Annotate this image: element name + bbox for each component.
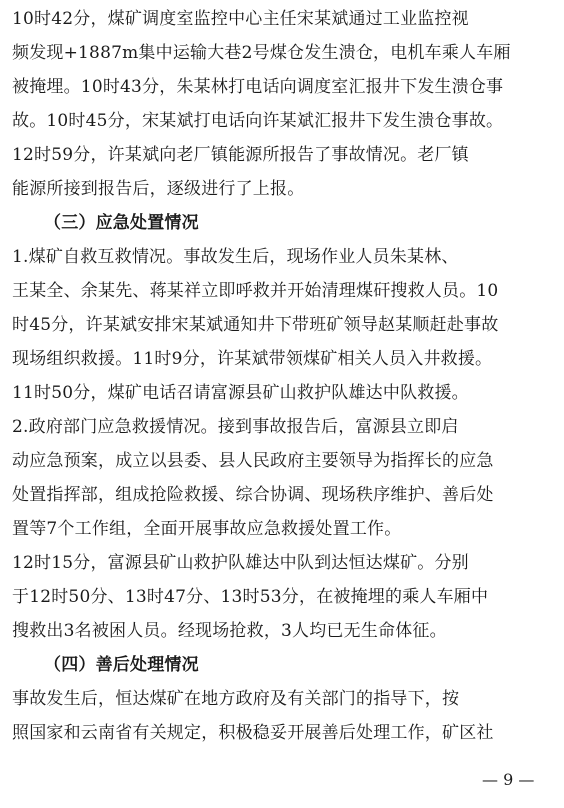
text-line: 被掩埋。10时43分，朱某林打电话向调度室汇报井下发生溃仓事 xyxy=(12,77,504,97)
text-line: 10时42分，煤矿调度室监控中心主任宋某斌通过工业监控视 xyxy=(12,9,469,29)
text-line: 12时15分，富源县矿山救护队雄达中队到达恒达煤矿。分别 xyxy=(12,553,469,573)
text-line: 1.煤矿自救互救情况。事故发生后，现场作业人员朱某林、 xyxy=(12,247,459,267)
text-line: 频发现+1887m集中运输大巷2号煤仓发生溃仓，电机车乘人车厢 xyxy=(12,43,511,63)
text-line: 能源所接到报告后，逐级进行了上报。 xyxy=(12,179,305,199)
text-line: 于12时50分、13时47分、13时53分，在被掩埋的乘人车厢中 xyxy=(12,587,489,607)
section-heading: （四）善后处理情况 xyxy=(44,655,199,675)
text-line: 动应急预案，成立以县委、县人民政府主要领导为指挥长的应急 xyxy=(12,451,494,471)
text-line: 11时50分，煤矿电话召请富源县矿山救护队雄达中队救援。 xyxy=(12,383,469,403)
text-line: 事故发生后，恒达煤矿在地方政府及有关部门的指导下，按 xyxy=(12,689,460,709)
text-line: 搜救出3名被困人员。经现场抢救，3人均已无生命体征。 xyxy=(12,621,447,641)
text-line: 置等7个工作组，全面开展事故应急救援处置工作。 xyxy=(12,519,402,539)
text-line: 处置指挥部，组成抢险救援、综合协调、现场秩序维护、善后处 xyxy=(12,485,494,505)
text-line: 故。10时45分，宋某斌打电话向许某斌汇报井下发生溃仓事故。 xyxy=(12,111,504,131)
section-heading: （三）应急处置情况 xyxy=(44,213,199,233)
text-line: 2.政府部门应急救援情况。接到事故报告后，富源县立即启 xyxy=(12,417,459,437)
text-line: 照国家和云南省有关规定，积极稳妥开展善后处理工作，矿区社 xyxy=(12,723,494,743)
text-line: 王某全、余某先、蒋某祥立即呼救并开始清理煤矸搜救人员。10 xyxy=(12,281,499,301)
text-line: 12时59分，许某斌向老厂镇能源所报告了事故情况。老厂镇 xyxy=(12,145,469,165)
text-line: 现场组织救援。11时9分，许某斌带领煤矿相关人员入井救援。 xyxy=(12,349,493,369)
page-number: — 9 — xyxy=(482,770,535,789)
text-line: 时45分，许某斌安排宋某斌通知井下带班矿领导赵某顺赶赴事故 xyxy=(12,315,499,335)
